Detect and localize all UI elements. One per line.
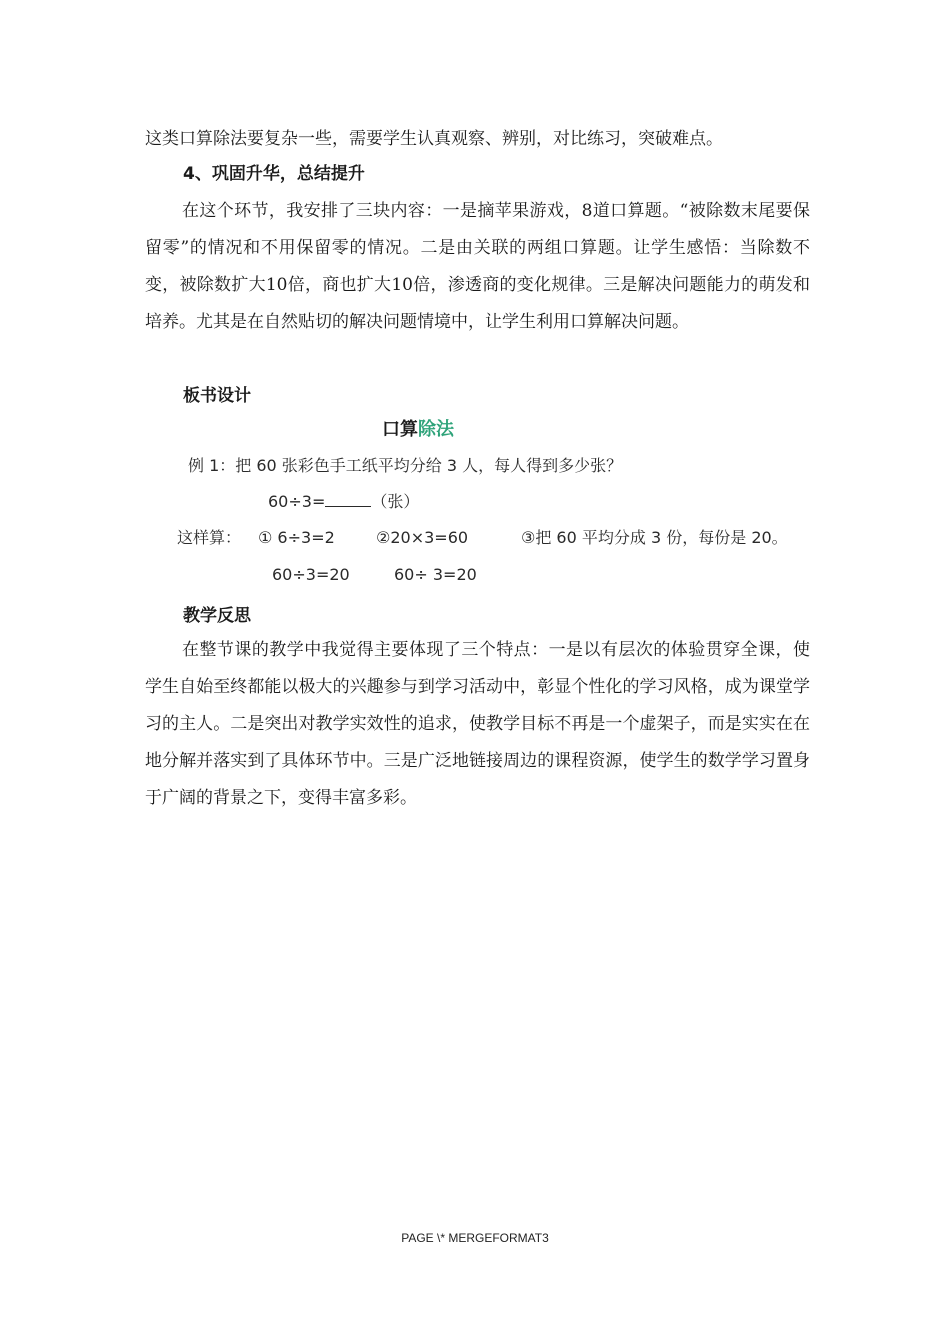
section-heading-reflection: 教学反思 — [183, 606, 251, 626]
page-footer: PAGE \* MERGEFORMAT3 — [401, 1231, 549, 1245]
board-method-label: 这样算： — [177, 528, 242, 547]
board-title-part1: 口算 — [382, 419, 418, 440]
board-method-1: ① 6÷3=2 — [258, 528, 335, 547]
board-equation-unit: （张） — [371, 492, 420, 511]
paragraph-continuation — [145, 121, 810, 158]
board-method-2: ②20×3=60 — [376, 528, 469, 547]
board-result-1: 60÷3=20 — [272, 565, 350, 584]
board-equation-text: 60÷3= — [268, 492, 326, 511]
paragraph-consolidation — [145, 193, 810, 341]
paragraph-reflection — [145, 632, 810, 817]
paragraph-text: 这类口算除法要复杂一些，需要学生认真观察、辨别，对比练习，突破难点。 — [145, 129, 723, 149]
answer-blank — [325, 492, 371, 507]
section-heading-consolidation: 4、巩固升华，总结提升 — [183, 164, 365, 184]
board-method-3: ③把 60 平均分成 3 份，每份是 20。 — [521, 528, 788, 547]
section-heading-board-design: 板书设计 — [183, 386, 251, 406]
paragraph-text: 在这个环节，我安排了三块内容：一是摘苹果游戏，8道口算题。“被除数末尾要保留零”的情况和不用保留零的情况。二是由关联的两组口算题。让学生感悟：当除数不变，被除数扩大10倍，商也扩大10倍，渗透商的变化规律。三是解决问题能力的萌发和培养。尤其是在自然贴切的解决问题情境中，让学生利用口算解决问题。 — [145, 201, 810, 332]
board-result-2: 60÷ 3=20 — [394, 565, 477, 584]
board-equation — [268, 491, 419, 513]
paragraph-text: 在整节课的教学中我觉得主要体现了三个特点：一是以有层次的体验贯穿全课，使学生自始至终都能以极大的兴趣参与到学习活动中，彰显个性化的学习风格，成为课堂学习的主人。二是突出对教学实效性的追求，使教学目标不再是一个虚架子，而是实实在在地分解并落实到了具体环节中。三是广泛地链接周边的课程资源，使学生的数学学习置身于广阔的背景之下，变得丰富多彩。 — [145, 640, 810, 808]
board-example: 例 1：把 60 张彩色手工纸平均分给 3 人，每人得到多少张？ — [188, 456, 623, 475]
board-title — [382, 418, 454, 442]
board-title-part2: 除法 — [418, 419, 454, 440]
